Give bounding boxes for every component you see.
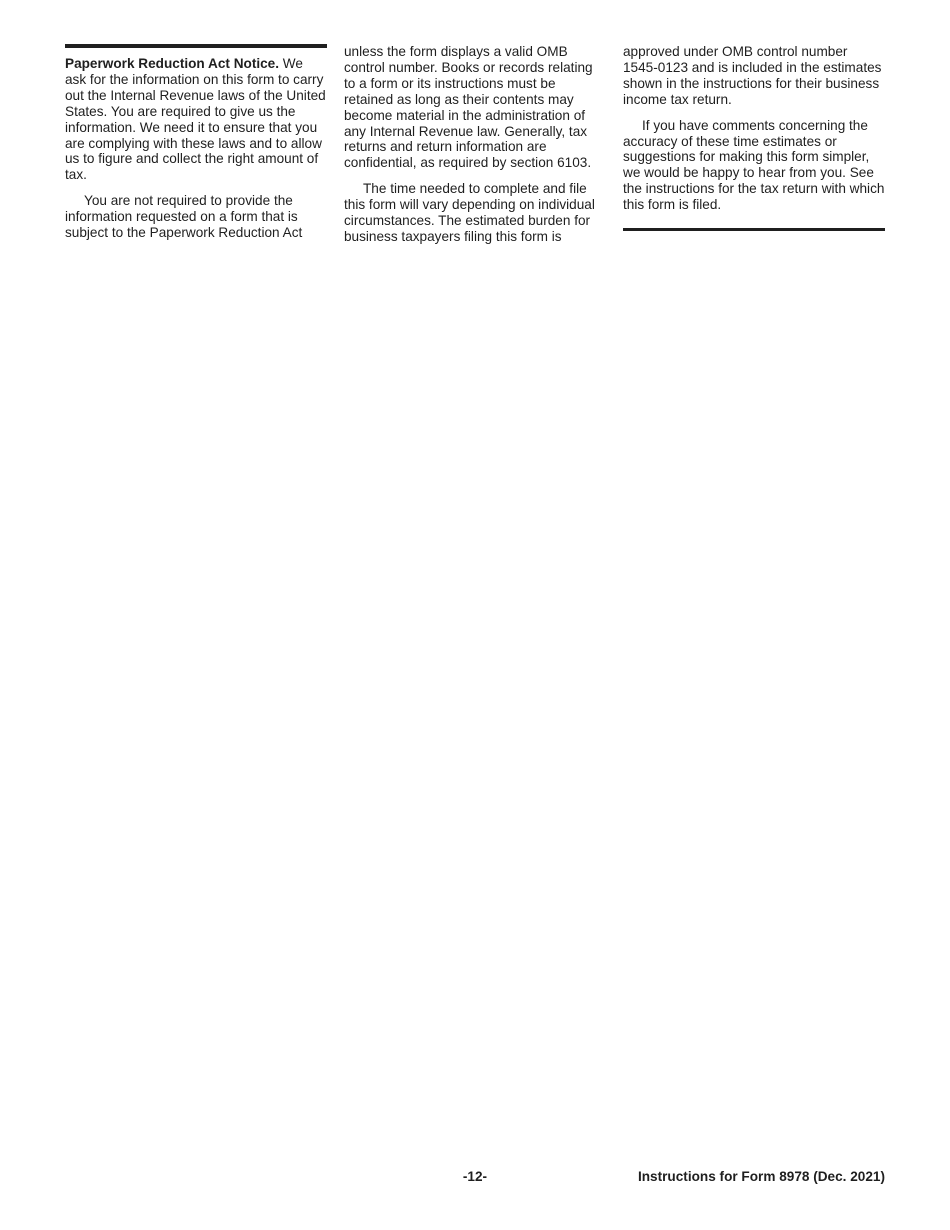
section-top-rule: [65, 44, 327, 48]
document-title: Instructions for Form 8978 (Dec. 2021): [637, 1169, 885, 1184]
column-1: [65, 44, 327, 241]
column-3: [623, 44, 885, 213]
omb-number-paragraph: approved under OMB control number 1545-0123 and is included in the estimates shown in the instructions for their business income tax return.: [623, 44, 882, 107]
paperwork-notice-paragraph: [65, 56, 327, 183]
paperwork-notice-heading: Paperwork Reduction Act Notice.: [65, 56, 280, 71]
paperwork-notice-text: We ask for the information on this form to carry out the Internal Revenue laws of the United States. You are required to give us the information. We need it to ensure that you are complying with these laws and to allow us to figure and collect the right amount of tax.: [65, 56, 326, 183]
comments-paragraph: If you have comments concerning the accuracy of these time estimates or suggestions for making this form simpler, we would be happy to hear from you. See the instructions for the tax return with which this form is filed.: [623, 117, 885, 213]
page-number: -12-: [462, 1169, 488, 1184]
column-2: [344, 44, 606, 245]
not-required-paragraph: You are not required to provide the information requested on a form that is subject to the Paperwork Reduction Act: [65, 193, 303, 241]
section-bottom-rule: [623, 228, 885, 231]
omb-control-paragraph: unless the form displays a valid OMB control number. Books or records relating to a form or its instructions must be retained as long as their contents may become material in the administration of any Internal Revenue law. Generally, tax returns and return information are confidential, as required by section 6103.: [344, 44, 593, 171]
time-needed-paragraph: The time needed to complete and file this form will vary depending on individual circumstances. The estimated burden for business taxpayers filing this form is: [344, 181, 595, 244]
